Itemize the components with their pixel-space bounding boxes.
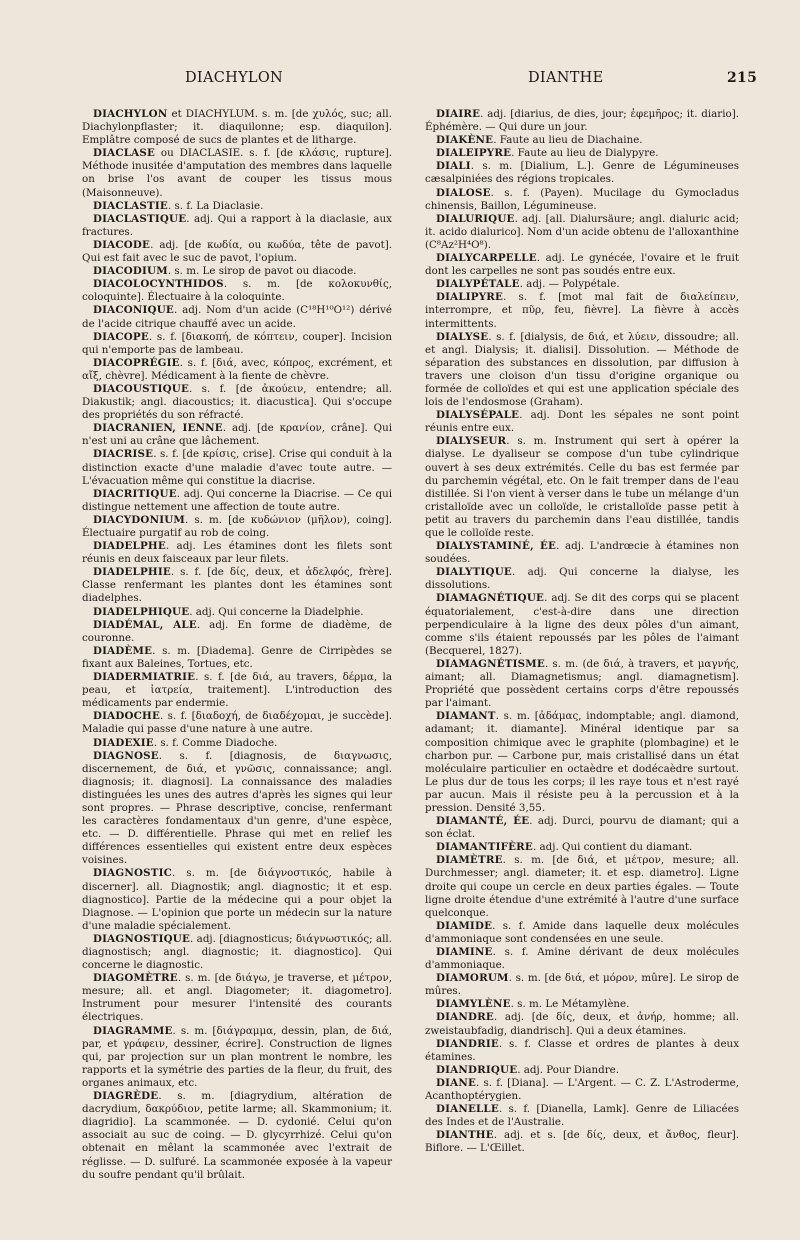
- entry-definition: . s. f. [de ἀκούειν, entendre; all. Diakustik; angl. diacoustics; it. diacustica]. Qui s'occupe des propriétés du son réfracté.: [82, 382, 392, 422]
- entry-headword: DIALYSÉPALE: [436, 409, 520, 422]
- entry-definition: . s. m. [de κολοκυνθίς, coloquinte]. Électuaire à la coloquinte.: [82, 278, 392, 304]
- entry-definition: . adj. Dont les sépales ne sont point réunis entre eux.: [425, 409, 739, 435]
- entry-headword: DIAGOMÈTRE: [93, 972, 178, 985]
- entry-definition: . s. f. [Diana]. — L'Argent. — C. Z. L'Astroderme, Acanthoptérygien.: [425, 1076, 739, 1103]
- dictionary-entry: [425, 566, 739, 592]
- dictionary-entry: [82, 540, 392, 566]
- entry-definition: . adj. Se dit des corps qui se placent équatorialement, c'est-à-dire dans une direction perpendiculaire à la ligne des deux pôles d'un aimant, comme s'ils étaient repoussés par les pôles de l'aimant (Becquerel, 1827).: [425, 592, 739, 657]
- dictionary-entry: [82, 331, 392, 357]
- entry-headword: DIADOCHE: [93, 710, 161, 723]
- entry-headword: DIACLASTIE: [93, 199, 168, 212]
- entry-definition: . s. f. [διαδοχή, de διαδέχομαι, je succède]. Maladie qui passe d'une nature à une autre.: [82, 710, 392, 736]
- dictionary-entry: [82, 750, 392, 868]
- dictionary-entry: [82, 304, 392, 330]
- entry-definition: . s. f. [διακοπή, de κόπτειν, couper]. Incision qui n'emporte pas de lambeau.: [82, 330, 392, 356]
- entry-headword: DIAMORUM: [436, 972, 509, 985]
- entry-definition: . s. m. Le Métamylène.: [510, 998, 630, 1011]
- entry-definition: . adj. Qui contient du diamant.: [532, 841, 693, 854]
- dictionary-entry: [82, 671, 392, 710]
- entry-headword: DIAGNOSE: [93, 749, 159, 762]
- dictionary-entry: [425, 710, 739, 815]
- dictionary-entry: [425, 331, 739, 410]
- dictionary-entry: [425, 213, 739, 252]
- entry-definition: . s. m. Le sirop de pavot ou diacode.: [167, 265, 357, 278]
- entry-definition: . adj. Les étamines dont les filets sont réunis en deux faisceaux par leur filets.: [82, 540, 392, 566]
- entry-headword: DIANDRIE: [436, 1037, 499, 1050]
- entry-headword: DIACRISE: [93, 448, 154, 461]
- entry-headword: DIAIRE: [436, 108, 481, 120]
- entry-headword: DIAMANTÉ, ÉE: [436, 815, 530, 828]
- dictionary-entry: [425, 592, 739, 657]
- entry-headword: DIACONIQUE: [93, 304, 174, 317]
- entry-definition: . s. f. [de διά, au travers, δέρμα, la peau, et ἰατρεία, traitement]. L'introduction des médicaments par endermie.: [82, 671, 392, 710]
- entry-headword: DIAMÈTRE: [436, 854, 503, 867]
- dictionary-entry: [425, 815, 739, 841]
- entry-definition: . s. f. [Dianella, Lamk]. Genre de Liliacées des Indes et de l'Australie.: [425, 1103, 739, 1129]
- entry-headword: DIALYSTAMINÉ, ÉE: [436, 540, 557, 553]
- dictionary-entry: [82, 514, 392, 540]
- entry-definition: . adj. Pour Diandre.: [517, 1063, 620, 1076]
- dictionary-entry: [425, 1011, 739, 1037]
- entry-headword: DIAMYLÈNE: [436, 998, 511, 1011]
- entry-definition: . s. f. Amine dérivant de deux molécules d'ammoniaque.: [425, 946, 739, 972]
- entry-definition: . adj. [de κωδία, ou κωδύα, tête de pavot]. Qui est fait avec le suc de pavot, l'opium.: [82, 238, 392, 265]
- entry-headword: DIAGNOSTIQUE: [93, 932, 191, 945]
- entry-definition: . s. m. [Diadema]. Genre de Cirripèdes se fixant aux Baleines, Tortues, etc.: [82, 644, 392, 670]
- dictionary-entry: [425, 252, 739, 278]
- entry-headword: DIALOSE: [436, 186, 491, 199]
- entry-headword: DIACOLOCYNTHIDOS: [93, 278, 224, 291]
- header-right-guide-word: DIANTHE: [528, 70, 604, 86]
- entry-headword: DIALEIPYRE: [436, 147, 512, 160]
- dictionary-entry: [82, 265, 392, 278]
- entry-headword: DIANELLE: [436, 1103, 499, 1116]
- entry-headword: DIANTHE: [436, 1129, 494, 1142]
- entry-headword: DIAGRÈDE: [93, 1090, 159, 1103]
- entry-headword: DIAMIDE: [436, 919, 493, 932]
- page-header: [0, 70, 800, 100]
- entry-definition: . adj. — Polypétale.: [519, 278, 620, 291]
- entry-headword: DIACOPE: [93, 330, 149, 343]
- dictionary-entry: [82, 200, 392, 213]
- entry-definition: . adj. L'andrœcie à étamines non soudées.: [425, 540, 739, 566]
- entry-definition: . s. m. [de κυδώνιον (μῆλον), coing]. Électuaire purgatif au rob de coing.: [82, 513, 392, 539]
- dictionary-entry: [425, 1038, 739, 1064]
- dictionary-entry: [82, 606, 392, 619]
- dictionary-entry: [425, 658, 739, 710]
- entry-definition: . adj. Qui concerne la Diadelphie.: [189, 605, 364, 618]
- entry-headword: DIAMAGNÉTIQUE: [436, 592, 545, 605]
- entry-headword: DIACHYLON: [93, 108, 168, 120]
- dictionary-entry: [82, 278, 392, 304]
- dictionary-entry: [425, 946, 739, 972]
- dictionary-entry: [425, 160, 739, 186]
- entry-definition: . s. m. [ἀδάμας, indomptable; angl. diamond, adamant; it. diamante]. Minéral identique par sa composition chimique avec le graphite (plombagine) et le charbon pur. — Carbone pur, mais cristallisé dans un état moléculaire particulier en octaèdre et dodécaèdre surtout. Le plus dur de tous les corps; il les raye tous et n'est rayé par aucun. Mais il résiste peu à la percussion et à la pression. Densité 3,55.: [425, 710, 739, 814]
- dictionary-entry: [425, 1064, 739, 1077]
- entry-headword: DIALIPYRE: [436, 291, 504, 304]
- dictionary-entry: [82, 488, 392, 514]
- entry-definition: . s. f. [de δίς, deux, et ἀδελφός, frère]. Classe renfermant les plantes dont les étamines sont diadelphes.: [82, 566, 392, 605]
- entry-headword: DIACLASE: [93, 147, 156, 160]
- header-left-guide-word: DIACHYLON: [185, 70, 284, 86]
- entry-headword: DIAMINE: [436, 946, 493, 958]
- left-column: [82, 108, 392, 1182]
- entry-headword: DIACODE: [93, 238, 151, 251]
- entry-definition: . Faute au lieu de Dialypyre.: [511, 147, 659, 160]
- dictionary-entry: [82, 972, 392, 1024]
- entry-definition: . adj. [all. Dialursäure; angl. dialuric acid; it. acido dialurico]. Nom d'un acide obtenu de l'alloxanthine (C⁸Az²H⁴O⁸).: [425, 212, 739, 251]
- entry-definition: et DIACHYLUM. s. m. [de χυλός, suc; all. Diachylonpflaster; it. diaquilonne; esp. diaquilon]. Emplâtre composé de sucs de plantes et de litharge.: [82, 108, 392, 147]
- entry-headword: DIADÈME: [93, 644, 153, 657]
- entry-headword: DIALURIQUE: [436, 212, 515, 225]
- dictionary-entry: [82, 213, 392, 239]
- entry-headword: DIACRITIQUE: [93, 487, 177, 500]
- entry-headword: DIACRANIEN, IENNE: [93, 422, 223, 435]
- dictionary-entry: [425, 147, 739, 160]
- entry-definition: . s. m. [de διάγω, je traverse, et μέτρον, mesure; all. et angl. Diagometer; it. diagometro]. Instrument pour mesurer l'intensité des courants électriques.: [82, 972, 392, 1024]
- entry-definition: . s. m. Instrument qui sert à opérer la dialyse. Le dyaliseur se compose d'un tube cylindrique ouvert à ses deux extrémités. Celle du bas est fermée par du parchemin végétal, etc. On le fait tremper dans de l'eau distillée. Si l'on vient à verser dans le tube un mélange d'un cristalloïde avec un colloïde, le cristalloïde passe petit à petit au travers du parchemin dans l'eau distillée, tandis que le colloïde reste.: [425, 435, 739, 539]
- entry-headword: DIANDRIQUE: [436, 1063, 518, 1076]
- dictionary-entry: [82, 357, 392, 383]
- entry-headword: DIALYCARPELLE: [436, 252, 537, 265]
- entry-headword: DIADELPHIE: [93, 566, 171, 579]
- dictionary-entry: [425, 1103, 739, 1129]
- entry-headword: DIALYSEUR: [436, 435, 507, 448]
- entry-definition: . s. f. [διά, avec, κόπρος, excrément, et αἴξ, chèvre]. Médicament à la fiente de chèvre.: [82, 356, 392, 382]
- entry-headword: DIADÉMAL, ALE: [93, 618, 197, 631]
- entry-definition: . s. m. (de διά, à travers, et μαγνής, aimant; all. Diamagnetismus; angl. diamagnetism]. Propriété que possèdent certains corps d'être repoussés par l'aimant.: [425, 657, 739, 710]
- entry-headword: DIACOPRÉGIE: [93, 356, 180, 369]
- dictionary-entry: [425, 854, 739, 919]
- dictionary-entry: [425, 920, 739, 946]
- dictionary-entry: [82, 1090, 392, 1182]
- entry-definition: . adj. [diarius, de dies, jour; ἐφεμῆρος; it. diario]. Éphémère. — Qui dure un jour.: [425, 108, 739, 134]
- dictionary-entry: [82, 710, 392, 736]
- entry-definition: ou DIACLASIE. s. f. [de κλάσις, rupture]. Méthode inusitée d'amputation des membres dans laquelle on brise l'os avant de couper les tissus mous (Maisonneuve).: [82, 147, 392, 199]
- entry-headword: DIAKÈNE: [436, 134, 494, 147]
- entry-headword: DIALYPÉTALE: [436, 278, 520, 291]
- entry-headword: DIANDRE: [436, 1011, 494, 1024]
- entry-definition: . Faute au lieu de Diachaine.: [493, 134, 643, 147]
- entry-headword: DIAMANTIFÈRE: [436, 841, 533, 854]
- entry-headword: DIADERMIATRIE: [93, 671, 196, 684]
- entry-headword: DIACYDONIUM: [93, 513, 185, 526]
- entry-definition: . s. f. [diagnosis, de διαγνωσις, discernement, de διά, et γνῶσις, connaissance; angl. diagnosis; it. diagnosi]. La connaissance des maladies distinguées les unes des autres d'après les signes qui leur sont propres. — Phrase descriptive, concise, renfermant les caractères fondamentaux d'un genre, d'une espèce, etc. — D. différentielle. Phrase qui met en relief les différences essentielles qui existent entre deux espèces voisines.: [82, 749, 392, 867]
- dictionary-entry: [82, 933, 392, 972]
- entry-definition: . adj. [diagnosticus; διάγνωστικός; all. diagnostisch; angl. diagnostic; it. diagnostico]. Qui concerne le diagnostic.: [82, 932, 392, 972]
- dictionary-entry: [425, 841, 739, 854]
- dictionary-entry: [82, 422, 392, 448]
- entry-headword: DIAGRAMME: [93, 1024, 173, 1037]
- dictionary-entry: [425, 291, 739, 330]
- entry-definition: . s. m. [de διάγνοστικός, habile à discerner]. all. Diagnostik; angl. diagnostic; it et esp. diagnostico]. Partie de la médecine qui a pour objet la Diagnose. — L'opinion que porte un médecin sur la nature d'une maladie spécialement.: [82, 867, 392, 932]
- entry-definition: . adj. Qui a rapport à la diaclasie, aux fractures.: [82, 212, 392, 238]
- entry-headword: DIANE: [436, 1076, 476, 1089]
- dictionary-entry: [82, 566, 392, 605]
- entry-definition: . s. f. [de κρίσις, crise]. Crise qui conduit à la distinction exacte d'une maladie d'avec toute autre. — L'évacuation même qui constitue la diacrise.: [82, 448, 392, 487]
- dictionary-entry: [425, 409, 739, 435]
- entry-definition: . adj. Le gynécée, l'ovaire et le fruit dont les carpelles ne sont pas soudés entre eux.: [425, 252, 739, 278]
- dictionary-entry: [425, 134, 739, 147]
- entry-definition: . s. f. [mot mal fait de διαλείπειν, interrompre, et πῦρ, feu, fièvre]. La fièvre à accès intermittents.: [425, 291, 739, 330]
- entry-definition: . adj. Durci, pourvu de diamant; qui a son éclat.: [425, 815, 739, 841]
- entry-definition: . adj. Nom d'un acide (C¹⁸H¹⁰O¹²) dérivé de l'acide citrique chauffé avec un acide.: [82, 304, 392, 330]
- entry-definition: . adj. [de δίς, deux, et ἀνήρ, homme; all. zweistaubfadig, diandrisch]. Qui a deux étamines.: [425, 1011, 739, 1037]
- dictionary-entry: [82, 619, 392, 645]
- entry-definition: . s. m. [Dialium, L.]. Genre de Légumineuses cæsalpiniées des régions tropicales.: [425, 160, 739, 186]
- right-column: [425, 108, 739, 1156]
- dictionary-entry: [82, 645, 392, 671]
- entry-definition: . s. m. [diagrydium, altération de dacrydium, δακρύδιον, petite larme; all. Skammonium; it. diagridio]. La scammonée. — D. cydonié. Celui qu'on associait au suc de coing. — D. glycyrrhizé. Celui qu'on obtenait en mêlant la scammonée avec l'extrait de réglisse. — D. sulfuré. La scammonée exposée à la vapeur du soufre pendant qu'il brûlait.: [82, 1090, 392, 1181]
- entry-headword: DIACOUSTIQUE: [93, 382, 189, 395]
- dictionary-entry: [425, 187, 739, 213]
- dictionary-entry: [82, 1025, 392, 1090]
- entry-definition: . adj. En forme de diadème, de couronne.: [82, 618, 392, 644]
- dictionary-entry: [82, 448, 392, 487]
- entry-headword: DIADELPHE: [93, 540, 166, 553]
- entry-headword: DIACLASTIQUE: [93, 212, 187, 225]
- dictionary-entry: [82, 867, 392, 932]
- entry-definition: . adj. et s. [de δίς, deux, et ἄνθος, fleur]. Biflore. — L'Œillet.: [425, 1129, 739, 1155]
- dictionary-entry: [425, 998, 739, 1011]
- entry-headword: DIALYSE: [436, 330, 489, 343]
- dictionary-entry: [425, 972, 739, 998]
- entry-headword: DIADEXIE: [93, 736, 154, 749]
- entry-definition: . adj. Qui concerne la dialyse, les dissolutions.: [425, 566, 739, 592]
- entry-headword: DIADELPHIQUE: [93, 605, 190, 618]
- entry-definition: . s. m. [de διά, et μέτρον, mesure; all. Durchmesser; angl. diameter; it. et esp. diametro]. Ligne droite qui coupe un cercle en deux parties égales. — Toute ligne droite étendue d'une extrémité à l'autre d'une surface quelconque.: [425, 854, 739, 919]
- entry-definition: . s. f. La Diaclasie.: [167, 199, 264, 212]
- dictionary-entry: [82, 147, 392, 199]
- dictionary-entry: [425, 1077, 739, 1103]
- entry-definition: . s. f. (Payen). Mucilage du Gymocladus chinensis, Baillon, Légumineuse.: [425, 186, 739, 212]
- dictionary-entry: [82, 737, 392, 750]
- page-number: 215: [727, 70, 758, 86]
- dictionary-entry: [425, 435, 739, 540]
- entry-definition: . s. m. [διάγραμμα, dessin, plan, de διά, par, et γράφειν, dessiner, écrire]. Construction de lignes qui, par projection sur un plan montrent le nombre, les rapports et la symétrie des parties de la fleur, du fruit, des organes animaux, etc.: [82, 1024, 392, 1089]
- entry-headword: DIALYTIQUE: [436, 566, 512, 579]
- dictionary-entry: [82, 108, 392, 147]
- dictionary-entry: [425, 540, 739, 566]
- entry-definition: . s. m. [de διά, et μόρον, mûre]. Le sirop de mûres.: [425, 972, 739, 998]
- dictionary-entry: [82, 239, 392, 265]
- entry-headword: DIAMANT: [436, 710, 496, 723]
- entry-definition: . adj. Qui concerne la Diacrise. — Ce qui distingue nettement une affection de toute autre.: [82, 487, 392, 513]
- entry-definition: . s. f. Classe et ordres de plantes à deux étamines.: [425, 1037, 739, 1063]
- entry-headword: DIALI: [436, 160, 471, 173]
- entry-headword: DIAGNOSTIC: [93, 867, 173, 880]
- dictionary-entry: [82, 383, 392, 422]
- entry-definition: . s. f. Amide dans laquelle deux molécules d'ammoniaque sont condensées en une seule.: [425, 919, 739, 945]
- entry-headword: DIAMAGNÉTISME: [436, 657, 545, 670]
- entry-definition: . adj. [de κρανίον, crâne]. Qui n'est uni au crâne que lâchement.: [82, 422, 392, 448]
- entry-headword: DIACODIUM: [93, 265, 168, 278]
- dictionary-entry: [425, 278, 739, 291]
- entry-definition: . s. f. Comme Diadoche.: [153, 736, 278, 749]
- dictionary-entry: [425, 108, 739, 134]
- entry-definition: . s. f. [dialysis, de διά, et λύειν, dissoudre; all. et angl. Dialysis; it. dialisi]. Dissolution. — Méthode de séparation des substances en dissolution, par diffusion à travers une cloison d'un tissu d'origine organique ou formée de colloïdes et qui est une application spéciale des lois de l'endosmose (Graham).: [425, 330, 739, 409]
- dictionary-entry: [425, 1129, 739, 1155]
